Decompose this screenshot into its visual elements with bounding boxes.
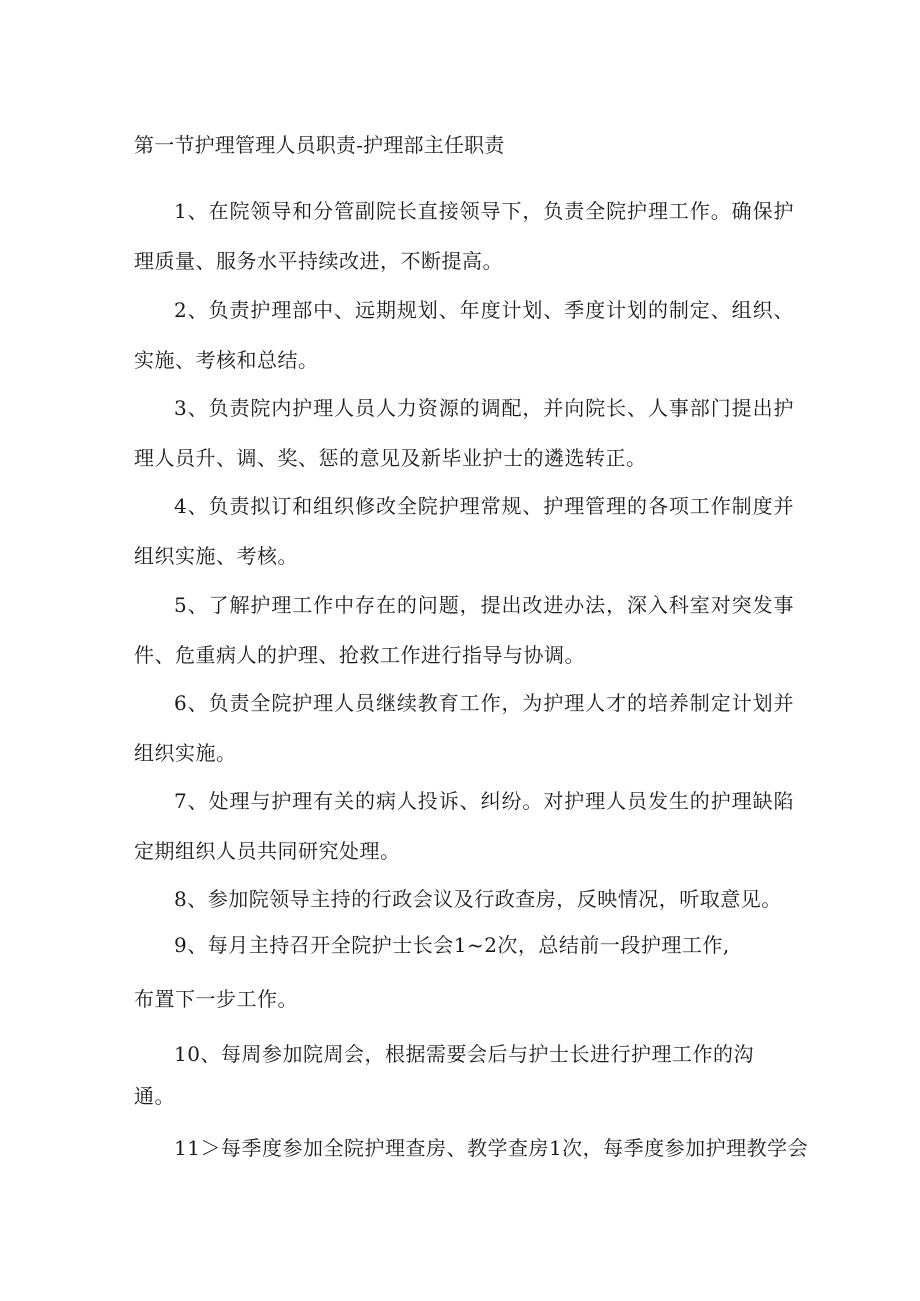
paragraph-item-11-line-1: 11＞每季度参加全院护理查房、教学查房1次，每季度参加护理教学会 <box>174 1136 809 1160</box>
paragraph-item-5: 5、了解护理工作中存在的问题，提出改进办法，深入科室对突发事件、危重病人的护理、抢救工作进行指导与协调。 <box>134 593 794 667</box>
paragraph-item-3: 3、负责院内护理人员人力资源的调配，并向院长、人事部门提出护理人员升、调、奖、惩的意见及新毕业护士的遴选转正。 <box>134 396 794 470</box>
paragraph-item-9-line-1: 9、每月主持召开全院护士长会1~2次，总结前一段护理工作, <box>174 933 730 957</box>
page-title: 第一节护理管理人员职责-护理部主任职责 <box>134 133 505 157</box>
paragraph-item-4: 4、负责拟订和组织修改全院护理常规、护理管理的各项工作制度并组织实施、考核。 <box>134 494 794 568</box>
paragraph-item-10-line-1: 10、每周参加院周会，根据需要会后与护士长进行护理工作的沟 <box>174 1042 754 1066</box>
paragraph-item-10-line-2: 通。 <box>134 1084 175 1108</box>
paragraph-item-2: 2、负责护理部中、远期规划、年度计划、季度计划的制定、组织、实施、考核和总结。 <box>134 298 794 372</box>
paragraph-item-6: 6、负责全院护理人员继续教育工作，为护理人才的培养制定计划并组织实施。 <box>134 691 794 765</box>
paragraph-item-7: 7、处理与护理有关的病人投诉、纠纷。对护理人员发生的护理缺陷定期组织人员共同研究处理。 <box>134 789 794 863</box>
paragraph-item-9-line-2: 布置下一步工作。 <box>134 987 298 1011</box>
paragraph-item-1: 1、在院领导和分管副院长直接领导下，负责全院护理工作。确保护理质量、服务水平持续改进，不断提高。 <box>134 199 794 273</box>
paragraph-item-8: 8、参加院领导主持的行政会议及行政查房，反映情况，听取意见。 <box>174 887 782 911</box>
